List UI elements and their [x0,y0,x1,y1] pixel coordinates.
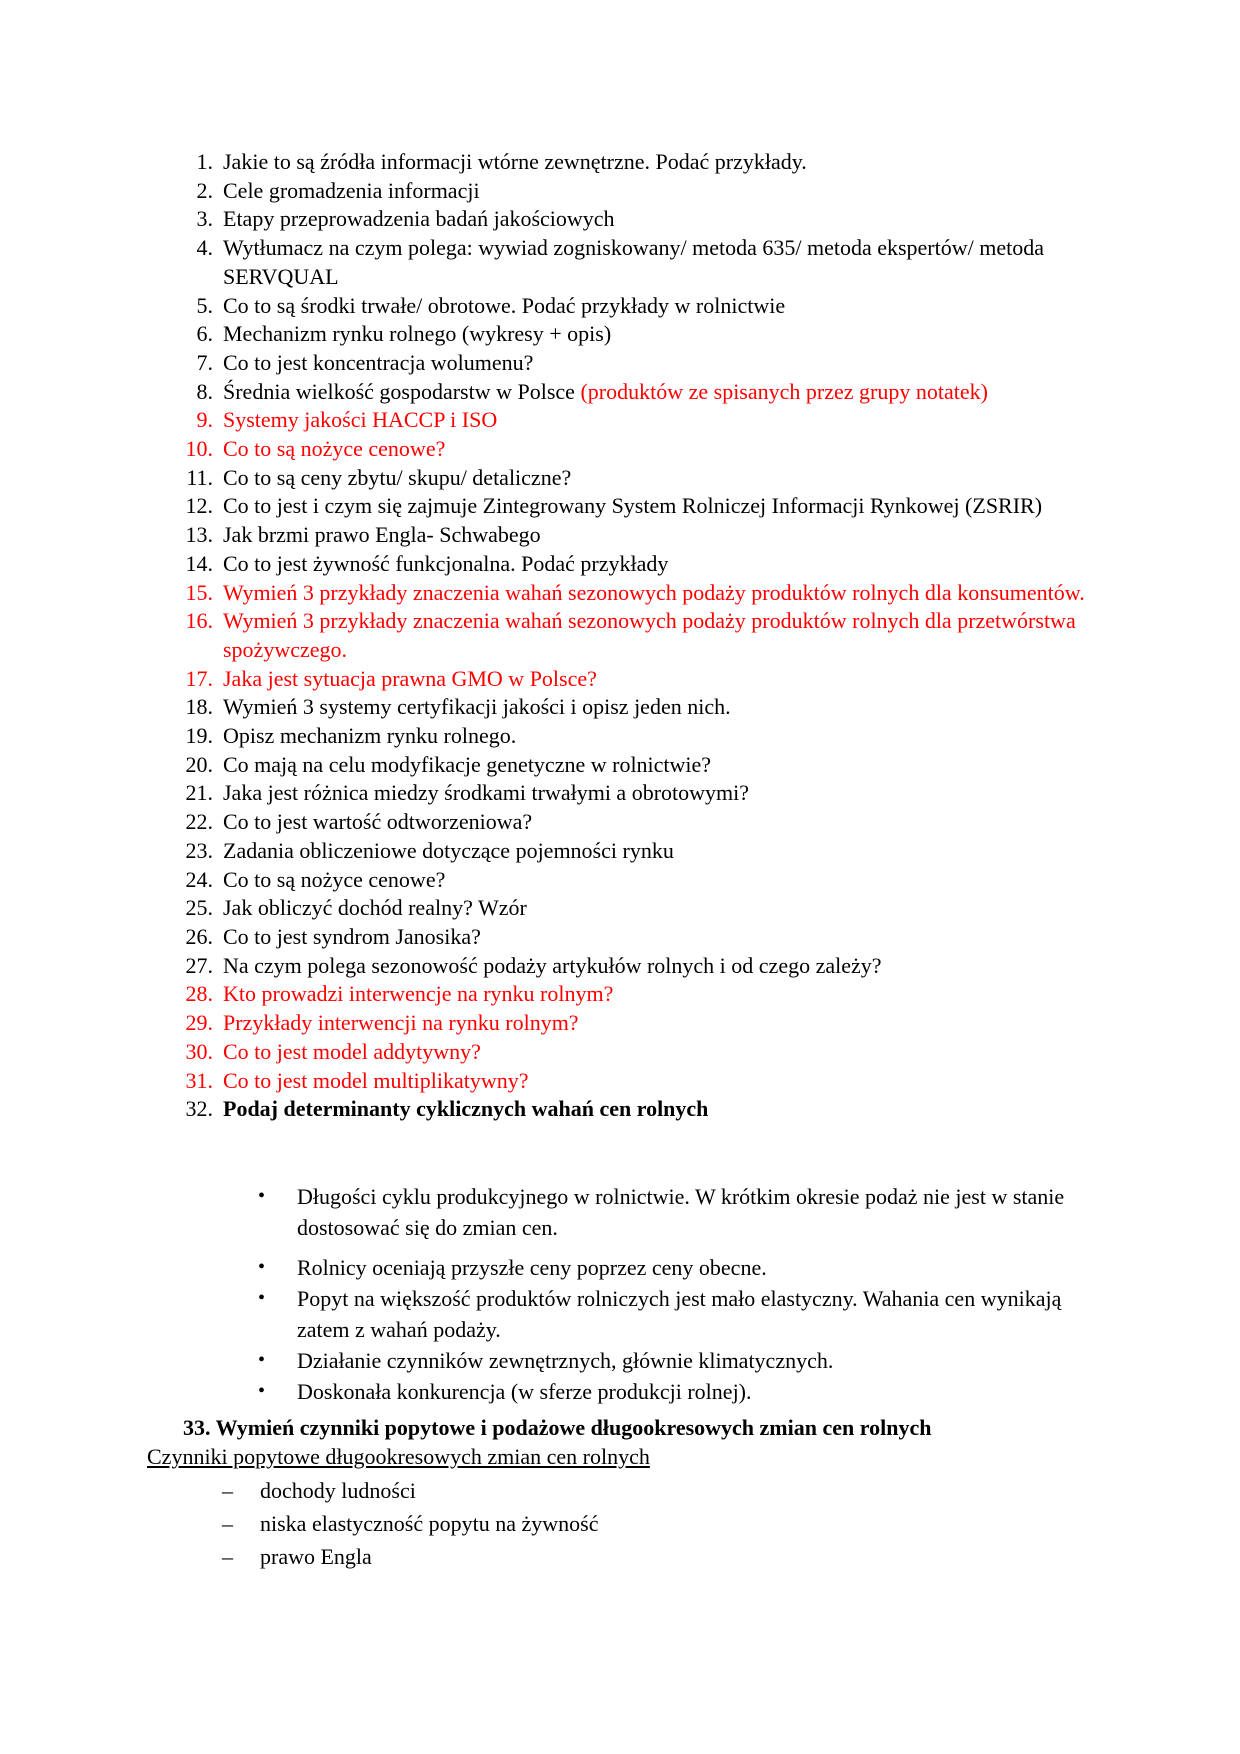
list-item [0,234,1240,291]
list-item [0,550,1240,579]
item-number: 9. [196,407,213,433]
list-item [0,292,1240,321]
bullet-item [0,1345,1240,1376]
item-text: Cele gromadzenia informacji [223,177,480,203]
item-number: 2. [196,177,213,203]
item-number: 22. [185,809,213,835]
bullet-text: Długości cyklu produkcyjnego w rolnictwie. W krótkim okresie podaż nie jest w stanie dostosować się do zmian cen. [297,1184,1065,1240]
item-text: Opisz mechanizm rynku rolnego. [223,723,517,749]
dash-text: niska elastyczność popytu na żywność [260,1511,599,1536]
item-number: 32. [185,1096,213,1122]
list-item [0,894,1240,923]
list-item [0,923,1240,952]
item-text: Jakie to są źródła informacji wtórne zewnętrzne. Podać przykłady. [223,149,807,174]
item-number: 21. [185,780,213,806]
item-number: 20. [185,751,213,777]
bullet-text: Rolnicy oceniają przyszłe ceny poprzez ceny obecne. [297,1255,767,1280]
list-item [0,320,1240,349]
dash-icon: – [222,1478,233,1503]
item-text: Co mają na celu modyfikacje genetyczne w rolnictwie? [223,751,712,777]
list-item [0,1095,1240,1124]
item-number: 7. [196,349,213,375]
list-item [0,435,1240,464]
dash-text: prawo Engla [260,1544,372,1569]
list-item [0,1038,1240,1067]
item-text: Mechanizm rynku rolnego (wykresy + opis) [223,321,612,347]
item-number: 24. [185,866,213,892]
item-number: 19. [185,723,213,749]
item-text: Podaj determinanty cyklicznych wahań cen rolnych [223,1096,709,1122]
item-number: 15. [185,579,213,605]
item-number: 11. [186,464,213,490]
bullet-item [0,1283,1240,1345]
item-number: 25. [185,895,213,921]
item-text: Co to są nożyce cenowe? [223,436,446,462]
item-text: Jaka jest sytuacja prawna GMO w Polsce? [223,665,597,691]
bullet-text: Działanie czynników zewnętrznych, głównie klimatycznych. [297,1348,834,1373]
item-text: Co to jest koncentracja wolumenu? [223,349,534,375]
list-item [0,349,1240,378]
item-number: 28. [185,981,213,1007]
subheading: Czynniki popytowe długookresowych zmian cen rolnych [147,1444,650,1469]
dash-item [0,1507,1240,1540]
list-item [0,1009,1240,1038]
list-item [0,607,1240,664]
list-item [0,521,1240,550]
item-number: 1. [196,149,213,174]
list-item [0,866,1240,895]
item-text: Wymień 3 przykłady znaczenia wahań sezonowych podaży produktów rolnych dla konsumentów. [223,579,1085,605]
dash-list [0,1474,1240,1573]
list-item [0,693,1240,722]
item-text: Na czym polega sezonowość podaży artykułów rolnych i od czego zależy? [223,952,882,978]
list-item [0,751,1240,780]
item-text: Wymień 3 przykłady znaczenia wahań sezonowych podaży produktów rolnych dla przetwórstwa spożywczego. [223,608,1076,662]
item-number: 17. [185,665,213,691]
item-note: (produktów ze spisanych przez grupy notatek) [580,378,988,404]
list-item [0,779,1240,808]
bullet-icon: • [258,1349,266,1371]
list-item [0,406,1240,435]
list-item [0,148,1240,177]
bullet-text: Popyt na większość produktów rolniczych jest mało elastyczny. Wahania cen wynikają zatem z wahań podaży. [297,1286,1062,1342]
item-number: 26. [185,923,213,949]
dash-text: dochody ludności [260,1478,416,1503]
item-text: Jaka jest różnica miedzy środkami trwałymi a obrotowymi? [223,780,750,806]
item-number: 8. [196,378,213,404]
bullet-icon: • [258,1287,266,1309]
item-text: Co to jest model multiplikatywny? [223,1067,529,1093]
list-item [0,579,1240,608]
bullet-icon: • [258,1185,266,1207]
bullet-item [0,1376,1240,1407]
list-item [0,808,1240,837]
question-list [0,148,1240,1124]
item-text: Co to jest model addytywny? [223,1038,481,1064]
item-text: Co to jest wartość odtworzeniowa? [223,809,533,835]
list-item [0,464,1240,493]
list-item [0,980,1240,1009]
item-number: 23. [185,837,213,863]
item-text: Przykłady interwencji na rynku rolnym? [223,1010,579,1036]
dash-item [0,1540,1240,1573]
item-text: Etapy przeprowadzenia badań jakościowych [223,206,615,232]
list-item [0,205,1240,234]
bullet-item [0,1181,1240,1243]
dash-item [0,1474,1240,1507]
item-number: 18. [185,694,213,720]
item-text: Co to są środki trwałe/ obrotowe. Podać przykłady w rolnictwie [223,292,786,318]
item-text: Co to jest żywność funkcjonalna. Podać przykłady [223,550,669,576]
bullet-icon: • [258,1256,266,1278]
item-number: 27. [185,952,213,978]
item-number: 29. [185,1010,213,1036]
item-number: 4. [196,235,213,261]
item-number: 13. [185,522,213,548]
bullet-icon: • [258,1380,266,1402]
item-text: Co to jest i czym się zajmuje Zintegrowany System Rolniczej Informacji Rynkowej (ZSRIR) [223,493,1043,519]
item-number: 16. [185,608,213,634]
item-number: 5. [196,292,213,318]
item-number: 12. [185,493,213,519]
item-text: Co to jest syndrom Janosika? [223,923,481,949]
list-item [0,665,1240,694]
item-text: Jak brzmi prawo Engla- Schwabego [223,522,541,548]
list-item [0,492,1240,521]
dash-icon: – [222,1511,233,1536]
item-text: Co to są ceny zbytu/ skupu/ detaliczne? [223,464,572,490]
item-number: 31. [185,1067,213,1093]
item-number: 6. [196,321,213,347]
bullet-list [0,1181,1240,1407]
bullet-text: Doskonała konkurencja (w sferze produkcji rolnej). [297,1379,752,1404]
section-heading: 33. Wymień czynniki popytowe i podażowe długookresowych zmian cen rolnych [183,1415,932,1440]
item-text: Wymień 3 systemy certyfikacji jakości i opisz jeden nich. [223,694,731,720]
list-item [0,952,1240,981]
item-text: Zadania obliczeniowe dotyczące pojemności rynku [223,837,674,863]
list-item [0,1067,1240,1096]
item-text: Jak obliczyć dochód realny? Wzór [223,895,527,921]
bullet-item [0,1252,1240,1283]
item-text: Kto prowadzi interwencje na rynku rolnym? [223,981,614,1007]
item-number: 14. [185,550,213,576]
item-text: Co to są nożyce cenowe? [223,866,446,892]
item-text: Średnia wielkość gospodarstw w Polsce [223,378,575,404]
list-item [0,177,1240,206]
list-item [0,378,1240,407]
item-number: 3. [196,206,213,232]
dash-icon: – [222,1544,233,1569]
list-item [0,722,1240,751]
item-number: 10. [185,436,213,462]
list-item [0,837,1240,866]
item-text: Wytłumacz na czym polega: wywiad zogniskowany/ metoda 635/ metoda ekspertów/ metoda SERVQUAL [223,235,1044,289]
item-text: Systemy jakości HACCP i ISO [223,407,498,433]
item-number: 30. [185,1038,213,1064]
